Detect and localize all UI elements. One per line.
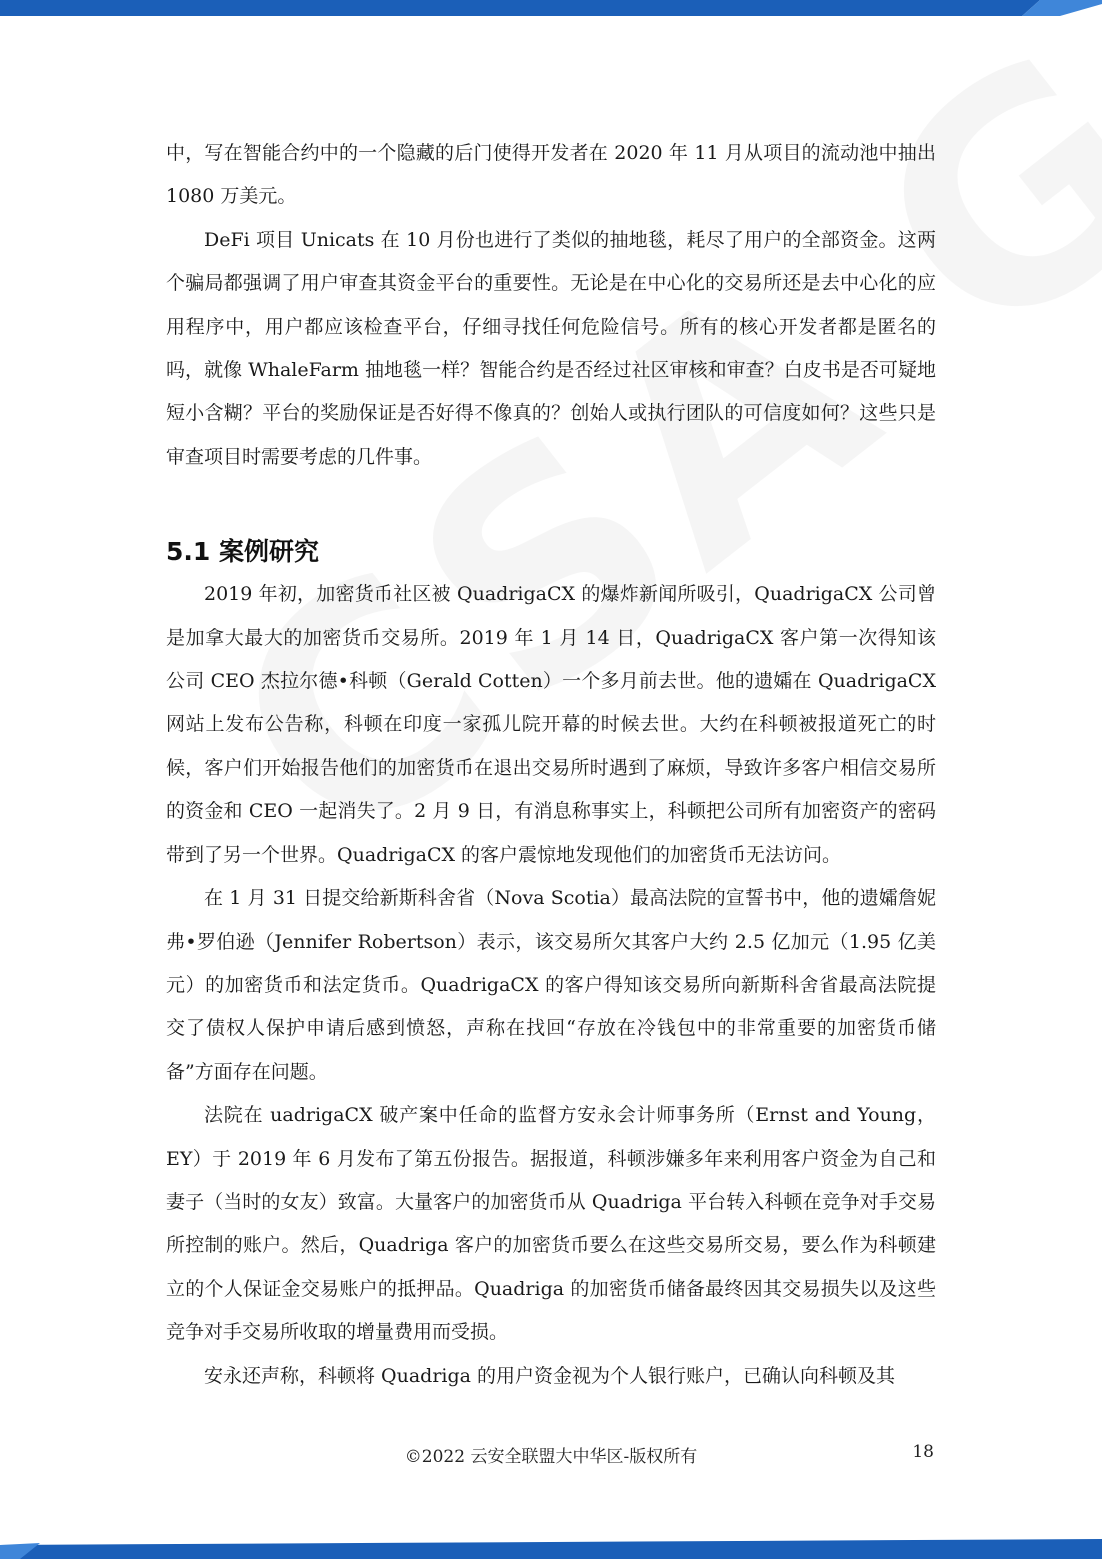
footer-copyright: ©2022 云安全联盟大中华区-版权所有: [404, 1447, 698, 1467]
footer-band-graphic: [0, 1535, 1102, 1559]
section-heading: 5.1 案例研究: [166, 537, 319, 567]
section-paragraph-2: 在 1 月 31 日提交给新斯科舍省（Nova Scotia）最高法院的宣誓书中，他的遗孀詹妮弗•罗伯逊（Jennifer Robertson）表示，该交易所欠其客户大约 2.5 亿加元（1.95 亿美元）的加密货币和法定货币。QuadrigaCX 的客户得知该交易所向新斯科舍省最高法院提交了债权人保护申请后感到愤怒，声称在找回“存放在冷钱包中的非常重要的加密货币储备”方面存在问题。: [166, 887, 936, 1083]
page-content: [166, 132, 936, 1398]
header-band-graphic: [0, 0, 1102, 16]
section-paragraph-1: 2019 年初，加密货币社区被 QuadrigaCX 的爆炸新闻所吸引，QuadrigaCX 公司曾是加拿大最大的加密货币交易所。2019 年 1 月 14 日，QuadrigaCX 客户第一次得知该公司 CEO 杰拉尔德•科顿（Gerald Cotten）一个多月前去世。他的遗孀在 QuadrigaCX 网站上发布公告称，科顿在印度一家孤儿院开幕的时候去世。大约在科顿被报道死亡的时候，客户们开始报告他们的加密货币在退出交易所时遇到了麻烦，导致许多客户相信交易所的资金和 CEO 一起消失了。2 月 9 日，有消息称事实上，科顿把公司所有加密资产的密码带到了另一个世界。QuadrigaCX 的客户震惊地发现他们的加密货币无法访问。: [166, 583, 936, 866]
section-paragraph-4: 安永还声称，科顿将 Quadriga 的用户资金视为个人银行账户，已确认向科顿及其: [204, 1364, 896, 1387]
footer-band-main: [0, 1539, 1102, 1559]
header-band-main: [0, 0, 1040, 16]
header-accent-band: [0, 0, 1102, 16]
body-paragraph-2: DeFi 项目 Unicats 在 10 月份也进行了类似的抽地毯，耗尽了用户的全部资金。这两个骗局都强调了用户审查其资金平台的重要性。无论是在中心化的交易所还是去中心化的应用程序中，用户都应该检查平台，仔细寻找任何危险信号。所有的核心开发者都是匿名的吗，就像 WhaleFarm 抽地毯一样？智能合约是否经过社区审核和审查？白皮书是否可疑地短小含糊？平台的奖励保证是否好得不像真的？创始人或执行团队的可信度如何？这些只是审查项目时需要考虑的几件事。: [166, 228, 936, 468]
section-spacing: [166, 479, 936, 531]
body-paragraph-1: 中，写在智能合约中的一个隐藏的后门使得开发者在 2020 年 11 月从项目的流动池中抽出 1080 万美元。: [166, 142, 936, 208]
page-number: 18: [912, 1442, 934, 1462]
footer-accent-band: [0, 1535, 1102, 1559]
section-paragraph-3: 法院在 uadrigaCX 破产案中任命的监督方安永会计师事务所（Ernst and Young，EY）于 2019 年 6 月发布了第五份报告。据报道，科顿涉嫌多年来利用客户资金为自己和妻子（当时的女友）致富。大量客户的加密货币从 Quadriga 平台转入科顿在竞争对手交易所控制的账户。然后，Quadriga 客户的加密货币要么在这些交易所交易，要么作为科顿建立的个人保证金交易账户的抵押品。Quadriga 的加密货币储备最终因其交易损失以及这些竞争对手交易所收取的增量费用而受损。: [166, 1104, 936, 1344]
